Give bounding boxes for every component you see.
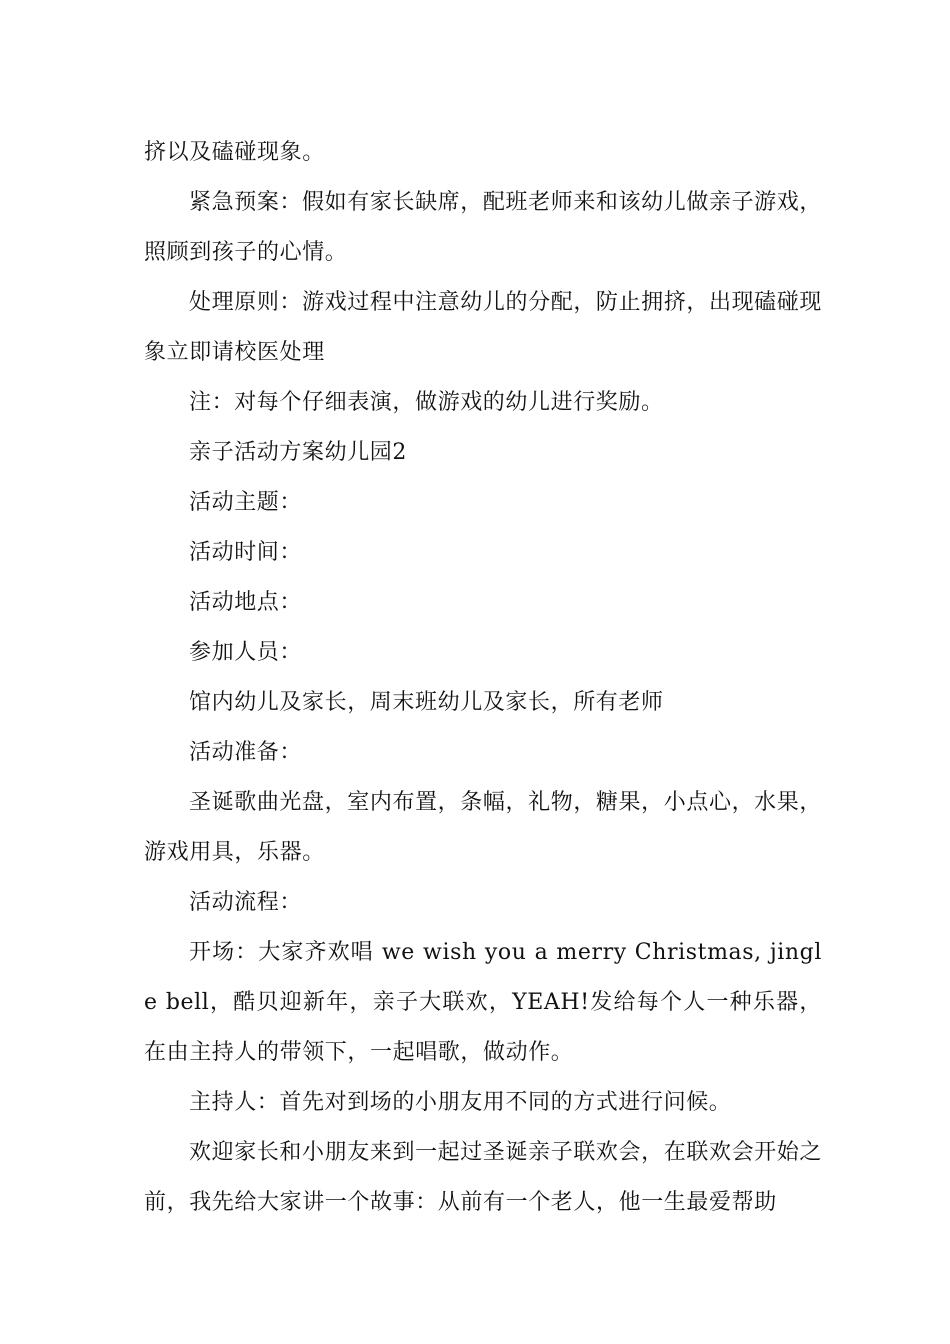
preparation-label: 活动准备： [189,740,303,765]
paragraph-3: 处理原则：游戏过程中注意幼儿的分配，防止拥挤，出现磕碰现象立即请校医处理 [144,290,822,365]
preparation-text: 圣诞歌曲光盘，室内布置，条幅，礼物，糖果，小点心，水果，游戏用具，乐器。 [144,790,822,865]
welcome-text: 欢迎家长和小朋友来到一起过圣诞亲子联欢会，在联欢会开始之前，我先给大家讲一个故事：从前有一个老人，他一生最爱帮助 [144,1140,822,1215]
process-label: 活动流程： [189,890,303,915]
participants-text: 馆内幼儿及家长，周末班幼儿及家长，所有老师 [189,690,664,715]
host-text: 主持人：首先对到场的小朋友用不同的方式进行问候。 [189,1090,732,1115]
activity-theme-label: 活动主题： [189,490,303,515]
document-body [144,128,822,1228]
activity-time-label: 活动时间： [189,540,303,565]
paragraph-4: 注：对每个仔细表演，做游戏的幼儿进行奖励。 [189,390,664,415]
participants-label: 参加人员： [189,640,303,665]
paragraph-2: 紧急预案：假如有家长缺席，配班老师来和该幼儿做亲子游戏，照顾到孩子的心情。 [144,190,822,265]
activity-location-label: 活动地点： [189,590,303,615]
opening-text: 开场：大家齐欢唱 we wish you a merry Christmas, jingle bell，酷贝迎新年，亲子大联欢，YEAH!发给每个人一种乐器，在由主持人的带领下，一起唱歌，做动作。 [144,940,822,1065]
paragraph-1: 挤以及磕碰现象。 [144,140,325,165]
section-heading: 亲子活动方案幼儿园2 [189,440,407,465]
